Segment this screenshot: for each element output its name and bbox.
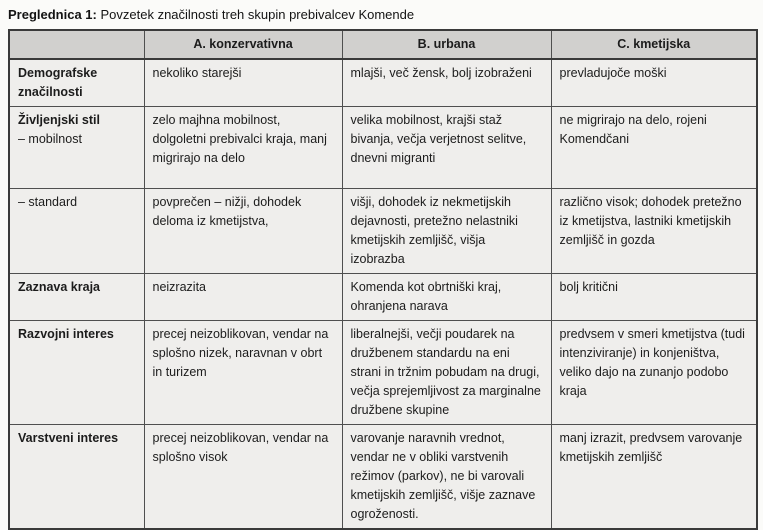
cell-demografske-a: nekoliko starejši (144, 59, 342, 107)
header-cell-empty (9, 30, 144, 59)
cell-razvojni-b: liberalnejši, večji poudarek na družbenem standardu na eni strani in tržnim pobudam na drugi, večja sprejemljivost za marginalne družbene skupine (342, 321, 551, 425)
table-row (9, 274, 757, 321)
table-row (9, 59, 757, 107)
cell-mobilnost-a: zelo majhna mobilnost, dolgoletni prebivalci kraja, manj migrirajo na delo (144, 107, 342, 189)
header-cell-urbana: B. urbana (342, 30, 551, 59)
row-label-standard (9, 189, 144, 274)
cell-standard-b: višji, dohodek iz nekmetijskih dejavnosti, pretežno nelastniki kmetijskih zemljišč, višja izobrazba (342, 189, 551, 274)
table-row (9, 321, 757, 425)
table-caption (8, 6, 756, 23)
cell-standard-a: povprečen – nižji, dohodek deloma iz kmetijstva, (144, 189, 342, 274)
row-label-zivljenjski-stil-mobilnost (9, 107, 144, 189)
row-label-text: Razvojni interes (18, 327, 114, 341)
row-label-text: Demografske značilnosti (18, 66, 98, 99)
summary-table (8, 29, 758, 530)
header-row (9, 30, 757, 59)
cell-zaznava-c: bolj kritični (551, 274, 757, 321)
row-label-varstveni-interes (9, 425, 144, 530)
cell-zaznava-b: Komenda kot obrtniški kraj, ohranjena narava (342, 274, 551, 321)
row-sublabel-text: – mobilnost (18, 132, 82, 146)
table-row (9, 425, 757, 530)
row-label-text: Zaznava kraja (18, 280, 100, 294)
row-label-demografske (9, 59, 144, 107)
cell-varstveni-c: manj izrazit, predvsem varovanje kmetijskih zemljišč (551, 425, 757, 530)
row-sublabel-text: – standard (18, 195, 78, 209)
cell-demografske-b: mlajši, več žensk, bolj izobraženi (342, 59, 551, 107)
cell-zaznava-a: neizrazita (144, 274, 342, 321)
header-cell-konzervativna: A. konzervativna (144, 30, 342, 59)
row-label-text: Življenjski stil (18, 113, 100, 127)
cell-demografske-c: prevladujoče moški (551, 59, 757, 107)
row-label-razvojni-interes (9, 321, 144, 425)
table-caption-number: Preglednica 1: (8, 7, 97, 22)
cell-mobilnost-b: velika mobilnost, krajši staž bivanja, večja verjetnost selitve, dnevni migranti (342, 107, 551, 189)
cell-razvojni-c: predvsem v smeri kmetijstva (tudi intenziviranje) in konjeništva, veliko dajo na zunanjo podobo kraja (551, 321, 757, 425)
table-row (9, 107, 757, 189)
row-label-zaznava-kraja (9, 274, 144, 321)
row-label-text: Varstveni interes (18, 431, 119, 445)
cell-standard-c: različno visok; dohodek pretežno iz kmetijstva, lastniki kmetijskih zemljišč in gozda (551, 189, 757, 274)
table-caption-text: Povzetek značilnosti treh skupin prebivalcev Komende (96, 7, 415, 22)
cell-varstveni-a: precej neizoblikovan, vendar na splošno visok (144, 425, 342, 530)
table-row (9, 189, 757, 274)
cell-razvojni-a: precej neizoblikovan, vendar na splošno nizek, naravnan v obrt in turizem (144, 321, 342, 425)
cell-mobilnost-c: ne migrirajo na delo, rojeni Komendčani (551, 107, 757, 189)
header-cell-kmetijska: C. kmetijska (551, 30, 757, 59)
cell-varstveni-b: varovanje naravnih vrednot, vendar ne v obliki varstvenih režimov (parkov), ne bi varovali kmetijskih zemljišč, višje zaznave ogroženosti. (342, 425, 551, 530)
